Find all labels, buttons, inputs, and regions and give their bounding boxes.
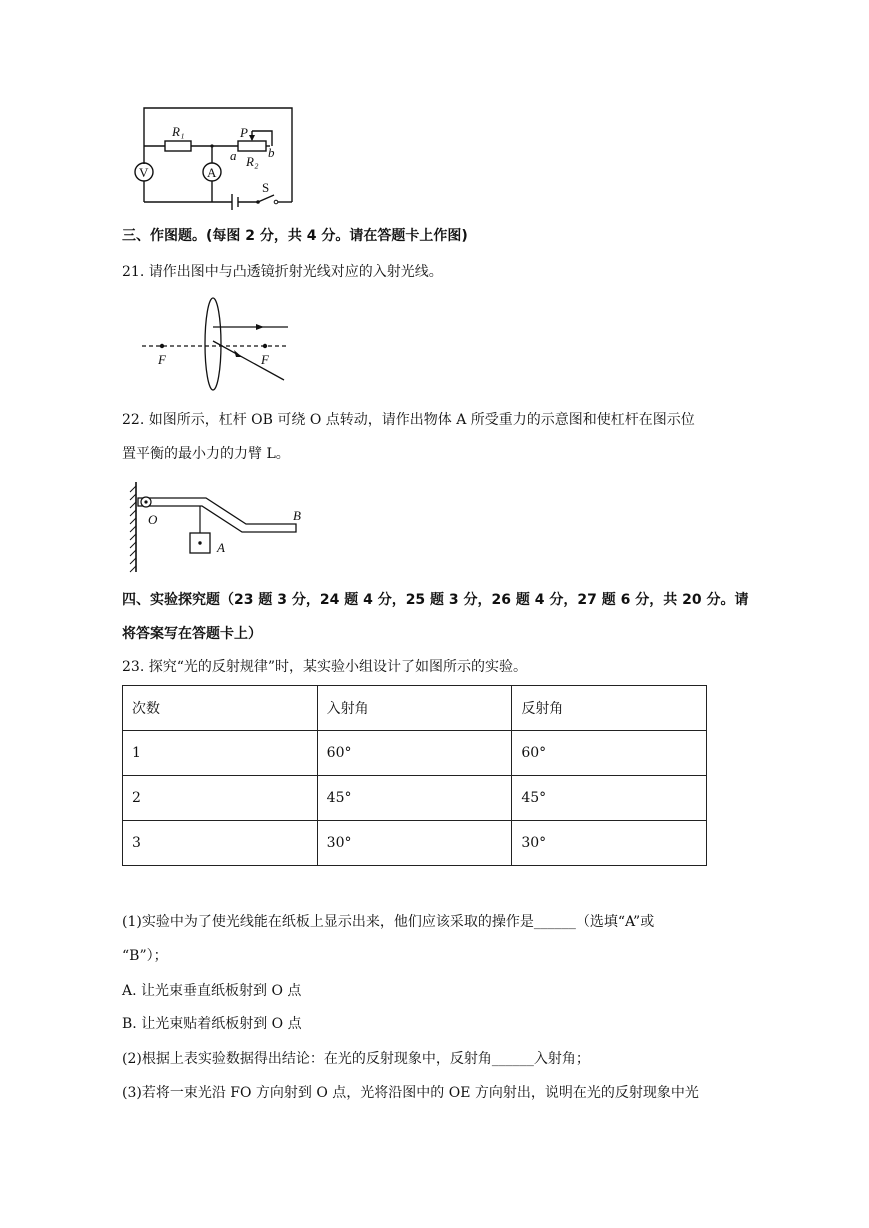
section4-heading-line1: 四、实验探究题（23 题 3 分，24 题 4 分，25 题 3 分，26 题 4 分，27 题 6 分，共 20 分。请 xyxy=(122,592,749,608)
table-cell: 30° xyxy=(512,821,707,866)
label-r2: R₂ xyxy=(246,154,259,169)
table-cell: 3 xyxy=(123,821,318,866)
ammeter-symbol: A xyxy=(207,165,217,180)
table-header-cell: 入射角 xyxy=(317,686,512,731)
label-p: P xyxy=(240,125,248,140)
q23-part2: (2)根据上表实验数据得出结论：在光的反射现象中，反射角______入射角； xyxy=(122,1051,590,1067)
q23-option-a: A. 让光束垂直纸板射到 O 点 xyxy=(122,983,302,999)
lever-diagram xyxy=(128,476,313,574)
table-header-row xyxy=(123,686,707,731)
label-r1: R₁ xyxy=(172,124,185,139)
label-a: a xyxy=(230,148,237,163)
label-s: S xyxy=(262,180,270,195)
q23-option-b: B. 让光束贴着纸板射到 O 点 xyxy=(122,1016,302,1032)
table-header-cell: 次数 xyxy=(123,686,318,731)
table-cell: 60° xyxy=(317,731,512,776)
table-row xyxy=(123,731,707,776)
table-cell: 60° xyxy=(512,731,707,776)
section3-heading: 三、作图题。(每图 2 分，共 4 分。请在答题卡上作图) xyxy=(122,228,468,244)
label-b: B xyxy=(293,508,301,523)
circuit-diagram xyxy=(128,100,298,218)
label-f-right: F xyxy=(261,352,269,367)
q23-part1-line2: “B”）； xyxy=(122,948,168,964)
table-header-cell: 反射角 xyxy=(512,686,707,731)
table-row xyxy=(123,776,707,821)
table-cell: 45° xyxy=(317,776,512,821)
section4-heading-line2: 将答案写在答题卡上） xyxy=(122,626,262,642)
q23-intro: 23. 探究“光的反射规律”时，某实验小组设计了如图所示的实验。 xyxy=(122,659,528,675)
q22-line1: 22. 如图所示，杠杆 OB 可绕 O 点转动，请作出物体 A 所受重力的示意图和使杠杆在图示位 xyxy=(122,412,695,428)
label-b: b xyxy=(268,145,275,160)
table-cell: 1 xyxy=(123,731,318,776)
label-a: A xyxy=(217,540,225,555)
table-cell: 45° xyxy=(512,776,707,821)
table-cell: 30° xyxy=(317,821,512,866)
voltmeter-symbol: V xyxy=(139,165,149,180)
q21-text: 21. 请作出图中与凸透镜折射光线对应的入射光线。 xyxy=(122,264,443,280)
table-cell: 2 xyxy=(123,776,318,821)
q23-part3: (3)若将一束光沿 FO 方向射到 O 点，光将沿图中的 OE 方向射出，说明在光的反射现象中光 xyxy=(122,1085,699,1101)
q23-part1-line1: (1)实验中为了使光线能在纸板上显示出来，他们应该采取的操作是______（选填“A”或 xyxy=(122,914,655,930)
lens-diagram xyxy=(138,296,293,396)
q22-line2: 置平衡的最小力的力臂 L。 xyxy=(122,446,290,462)
label-o: O xyxy=(148,512,158,527)
label-f-left: F xyxy=(158,352,166,367)
table-row xyxy=(123,821,707,866)
data-table xyxy=(122,685,707,866)
